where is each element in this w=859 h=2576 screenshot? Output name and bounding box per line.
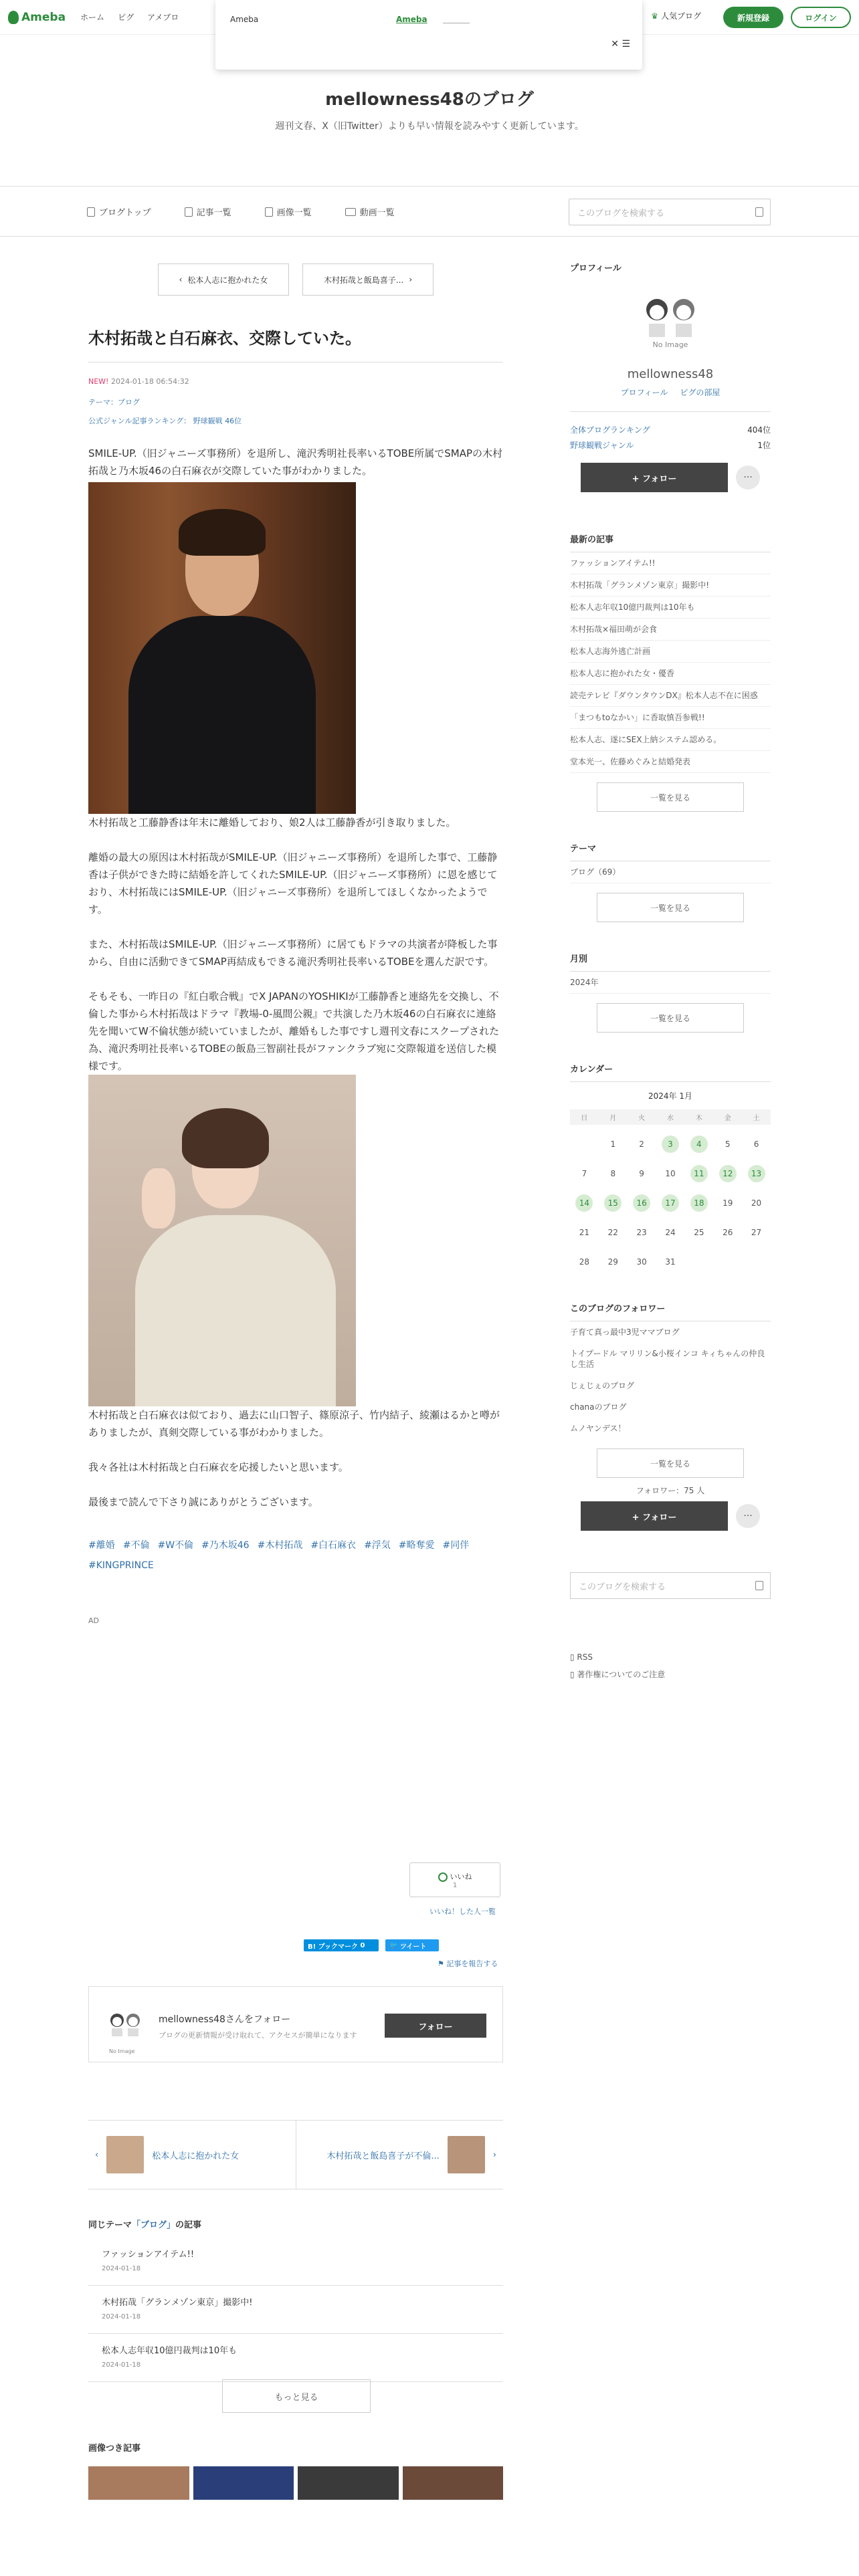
same-theme-list <box>88 2238 503 2382</box>
paragraph: 木村拓哉と工藤静香は年末に離婚しており、娘2人は工藤静香が引き取りました。 <box>88 817 456 829</box>
paragraph: 離婚の最大の原因は木村拓哉がSMILE-UP.（旧ジャニーズ事務所）を退所した事で、工藤静香は子供ができた時に結婚を許してくれたSMILE-UP.（旧ジャニーズ事務所）に恩を感じており、木村拓哉にはSMILE-UP.（旧ジャニーズ事務所）を退所してほしくなかったようです。 <box>88 851 498 916</box>
weekday: 土 <box>742 1109 771 1125</box>
calendar-day-number: 13 <box>748 1165 765 1182</box>
recent-item[interactable]: 木村拓哉×福田萌が会食 <box>570 619 771 641</box>
like-label: いいね <box>450 1872 472 1881</box>
twitter-icon: 🐦 <box>389 1941 398 1949</box>
list-item-title: ファッションアイテム!! <box>102 2250 195 2260</box>
overall-rank-link[interactable]: 全体ブログランキング <box>570 425 650 435</box>
weekday: 日 <box>570 1109 599 1125</box>
calendar-day-number: 3 <box>662 1136 679 1153</box>
new-badge: NEW! <box>88 377 109 386</box>
top-nav-ameblo[interactable]: アメブロ <box>147 13 179 22</box>
calendar-day-number: 25 <box>694 1228 704 1237</box>
list-item-title: 木村拓哉「グランメゾン東京」撮影中! <box>102 2298 253 2308</box>
calendar-day-number: 11 <box>690 1165 708 1182</box>
calendar-day <box>656 1164 685 1184</box>
like-button[interactable] <box>409 1862 500 1897</box>
follower-item[interactable]: トイプードル マリリン&小桜インコ キィちゃんの仲良し生活 <box>570 1349 765 1369</box>
calendar-day <box>684 1222 713 1243</box>
sidebar-follow-button[interactable]: + フォロー <box>581 463 728 492</box>
nav-image-list[interactable] <box>265 205 312 218</box>
noimage-label: No Image <box>652 340 688 349</box>
blog-navbar <box>0 186 859 237</box>
next-article-bottom[interactable] <box>296 2121 504 2189</box>
hashtag[interactable]: #離婚 <box>88 1540 115 1551</box>
image-article-thumb[interactable] <box>88 2466 189 2500</box>
calendar-day[interactable] <box>684 1164 713 1184</box>
paragraph: 木村拓哉と白石麻衣は似ており、過去に山口智子、篠原涼子、竹内結子、綾瀬はるかと噂がありましたが、真剣交際している事がわかりました。 <box>88 1409 500 1438</box>
calendar-grid <box>570 1109 771 1272</box>
calendar-day <box>599 1134 628 1154</box>
image-article-thumb[interactable] <box>403 2466 504 2500</box>
logo-text: Ameba <box>21 10 66 24</box>
recent-item[interactable]: 堂本光一、佐藤めぐみと結婚発表 <box>570 751 771 773</box>
chevron-right-icon: › <box>492 2149 496 2160</box>
login-button[interactable]: ログイン <box>791 7 851 28</box>
ameba-logo[interactable] <box>8 11 66 24</box>
image-article-thumb[interactable] <box>193 2466 294 2500</box>
calendar-day <box>570 1252 599 1272</box>
hashtag[interactable]: #乃木坂46 <box>201 1540 250 1551</box>
popular-blog-link[interactable] <box>651 10 701 21</box>
calendar-day-number: 20 <box>751 1198 762 1208</box>
ameba-popup <box>215 0 642 70</box>
top-nav-home[interactable]: ホーム <box>80 13 105 22</box>
weekday: 月 <box>599 1109 628 1125</box>
recent-item[interactable]: 木村拓哉「グランメゾン東京」撮影中! <box>570 574 771 597</box>
calendar-empty <box>570 1134 599 1154</box>
hatena-bookmark-button[interactable] <box>304 1939 379 1951</box>
calendar-day-number: 18 <box>690 1194 708 1212</box>
calendar-day-number: 9 <box>639 1169 644 1178</box>
recent-more-button[interactable]: 一覧を見る <box>597 782 744 812</box>
recent-item[interactable]: 「まつもtoなかい」に香取慎吾参戦!! <box>570 707 771 729</box>
calendar-day[interactable] <box>684 1193 713 1213</box>
hashtag[interactable]: #同伴 <box>442 1540 470 1551</box>
list-item[interactable] <box>88 2238 503 2286</box>
calendar-day-number: 28 <box>579 1257 590 1267</box>
calendar-day-number <box>575 1136 593 1153</box>
follower-item[interactable]: ムノヤンデス！ <box>570 1424 626 1433</box>
calendar-day-number: 6 <box>753 1140 759 1149</box>
search-placeholder: このブログを検索する <box>577 208 665 219</box>
profile-link[interactable]: プロフィール <box>620 388 668 397</box>
ranking-block <box>570 411 771 451</box>
calendar-day-number: 24 <box>665 1228 676 1237</box>
theme-more-button[interactable]: 一覧を見る <box>597 893 744 922</box>
hashtag[interactable]: #白石麻衣 <box>310 1540 357 1551</box>
profile-heading: プロフィール <box>570 263 622 274</box>
register-button[interactable]: 新規登録 <box>723 7 783 28</box>
month-list <box>570 972 771 994</box>
article-footer <box>88 254 503 2528</box>
blog-subtitle: 週刊文春、X（旧Twitter）よりも早い情報を読みやすく更新しています。 <box>275 121 584 132</box>
more-button[interactable]: もっと見る <box>222 2379 371 2413</box>
like-icon <box>438 1872 448 1882</box>
profile-avatar[interactable] <box>637 287 704 354</box>
weekday: 木 <box>684 1109 713 1125</box>
list-icon <box>185 207 193 217</box>
calendar-day <box>628 1222 656 1243</box>
next-article-top-label: 木村拓哉と飯島喜子... <box>323 275 404 285</box>
calendar-day <box>656 1252 685 1272</box>
recent-item[interactable]: 松本人志、遂にSEX上納システム認める。 <box>570 729 771 751</box>
calendar <box>570 1090 771 1272</box>
nav-video-list[interactable] <box>345 205 395 218</box>
calendar-day-number: 2 <box>639 1140 644 1149</box>
calendar-day-number: 15 <box>604 1194 622 1212</box>
recent-list <box>570 552 771 773</box>
calendar-day[interactable] <box>742 1164 771 1184</box>
month-heading: 月別 <box>570 952 771 972</box>
calendar-day[interactable] <box>656 1193 685 1213</box>
rss-link[interactable] <box>570 1652 771 1662</box>
followers-heading: このブログのフォロワー <box>570 1301 771 1321</box>
calendar-day-number: 22 <box>607 1228 618 1237</box>
paragraph: また、木村拓哉はSMILE-UP.（旧ジャニーズ事務所）に居てもドラマの共演者が降板した事から、自由に活動できてSMAP再結成もできる滝沢秀明社長率いるTOBEを選んだ訳です。 <box>88 938 498 968</box>
same-theme-name[interactable]: 「ブログ」 <box>132 2220 176 2230</box>
calendar-day <box>713 1134 742 1154</box>
video-icon <box>345 208 356 216</box>
nav-image-list-label: 画像一覧 <box>276 208 312 218</box>
calendar-day-number: 12 <box>719 1165 737 1182</box>
month-more-button[interactable]: 一覧を見る <box>597 1003 744 1033</box>
ameba-logo-icon <box>8 11 19 24</box>
calendar-day[interactable] <box>599 1193 628 1213</box>
calendar-day <box>599 1164 628 1184</box>
recent-item[interactable]: 松本人志に抱かれた女・優香 <box>570 663 771 685</box>
theme-item[interactable]: ブログ（69） <box>570 861 771 883</box>
rss-label: RSS <box>577 1652 593 1662</box>
calendar-day-number: 29 <box>607 1257 618 1267</box>
hashtag[interactable]: #浮気 <box>364 1540 391 1551</box>
calendar-day[interactable] <box>628 1193 656 1213</box>
followers-more-button[interactable]: 一覧を見る <box>597 1448 744 1478</box>
ranking-label: 公式ジャンル記事ランキング： <box>88 417 191 425</box>
nav-video-list-label: 動画一覧 <box>359 208 395 218</box>
image-articles-heading: 画像つき記事 <box>88 2444 141 2454</box>
calendar-day <box>628 1252 656 1272</box>
recent-item[interactable]: 読売テレビ『ダウンタウンDX』松本人志不在に困惑 <box>570 685 771 707</box>
calendar-day-number: 8 <box>610 1169 616 1178</box>
next-thumbnail <box>448 2136 485 2173</box>
sidebar <box>570 254 771 1680</box>
calendar-day <box>713 1193 742 1213</box>
calendar-day-number: 16 <box>633 1194 650 1212</box>
chevron-left-icon: ‹ <box>179 275 183 284</box>
weekday: 金 <box>713 1109 742 1125</box>
paragraph: 最後まで読んで下さり誠にありがとうございます。 <box>88 1496 318 1508</box>
weekday: 火 <box>628 1109 656 1125</box>
calendar-day-number: 10 <box>665 1169 676 1178</box>
hashtag[interactable]: #不倫 <box>122 1540 150 1551</box>
list-item[interactable] <box>88 2286 503 2334</box>
blog-search-input[interactable] <box>569 199 771 225</box>
prev-article-bottom-label: 松本人志に抱かれた女 <box>152 2151 240 2161</box>
hashtag[interactable]: #W不倫 <box>157 1540 194 1551</box>
calendar-day[interactable] <box>656 1134 685 1154</box>
calendar-day-number: 5 <box>725 1140 731 1149</box>
popup-link[interactable]: Ameba <box>396 15 427 24</box>
chevron-left-icon: ‹ <box>95 2149 99 2160</box>
calendar-day <box>628 1164 656 1184</box>
theme-list <box>570 861 771 883</box>
popup-label: Ameba <box>230 15 259 24</box>
prev-article-bottom[interactable] <box>88 2121 296 2189</box>
ranking-pos: 46位 <box>225 417 242 425</box>
nav-blog-top[interactable] <box>87 205 151 218</box>
hatena-count: 0 <box>360 1941 365 1949</box>
hashtag[interactable]: #KINGPRINCE <box>88 1560 154 1571</box>
calendar-day <box>713 1222 742 1243</box>
info-icon: ▯ <box>570 1670 577 1679</box>
paragraph: 我々各社は木村拓哉と白石麻衣を応援したいと思います。 <box>88 1461 349 1473</box>
follower-item[interactable]: 子育て真っ最中3児ママブログ <box>570 1327 680 1337</box>
month-item[interactable]: 2024年 <box>570 972 771 994</box>
recent-heading: 最新の記事 <box>570 532 771 552</box>
same-theme-heading <box>88 2218 201 2230</box>
calendar-day-number: 4 <box>690 1136 708 1153</box>
calendar-day-number: 17 <box>662 1194 679 1212</box>
search-icon[interactable] <box>755 1581 763 1590</box>
follow-card-desc: ブログの更新情報が受け取れて、アクセスが簡単になります <box>159 2031 357 2040</box>
calendar-day-number: 19 <box>723 1198 733 1208</box>
nav-article-list-label: 記事一覧 <box>196 208 231 218</box>
rss-icon: ▯ <box>570 1652 577 1662</box>
nav-blog-top-label: ブログトップ <box>99 208 151 218</box>
list-item[interactable] <box>88 2334 503 2382</box>
tweet-button[interactable] <box>385 1939 439 1951</box>
image-article-thumb[interactable] <box>298 2466 399 2500</box>
sidebar-follow-button-2[interactable]: + フォロー <box>581 1501 728 1531</box>
calendar-day-number: 27 <box>751 1228 762 1237</box>
calendar-day-number: 30 <box>636 1257 647 1267</box>
popular-blog-label: 人気ブログ <box>660 11 701 21</box>
calendar-day <box>599 1222 628 1243</box>
same-theme-pre: 同じテーマ <box>88 2220 132 2230</box>
paragraph: SMILE-UP.（旧ジャニーズ事務所）を退所し、滝沢秀明社長率いるTOBE所属でSMAPの木村拓哉と乃木坂46の白石麻衣が交際していた事がわかりました。 <box>88 447 503 477</box>
calendar-day-number: 1 <box>610 1140 616 1149</box>
follow-row <box>581 463 771 492</box>
calendar-day-number: 7 <box>581 1169 587 1178</box>
calendar-day <box>742 1222 771 1243</box>
follow-row-2 <box>581 1501 771 1531</box>
search-icon[interactable] <box>755 207 763 217</box>
avatar <box>105 2006 145 2046</box>
calendar-day-number: 14 <box>575 1194 593 1212</box>
follower-item[interactable]: じぇじぇのブログ <box>570 1381 635 1390</box>
profile-links <box>570 387 771 398</box>
genre-rank-link[interactable]: 野球観戦ジャンル <box>570 441 634 450</box>
crown-icon: ♛ <box>651 11 658 21</box>
article-title[interactable]: 木村拓哉と白石麻衣、交際していた。 <box>88 329 361 348</box>
more-options-icon[interactable]: ··· <box>736 1504 760 1528</box>
calendar-day[interactable] <box>570 1193 599 1213</box>
follow-card-name: mellowness48さんをフォロー <box>159 2014 291 2025</box>
next-article-bottom-label: 木村拓哉と飯島喜子が不倫... <box>326 2151 440 2161</box>
share-buttons <box>304 1939 439 1951</box>
genre-rank-value: 1位 <box>757 441 771 450</box>
calendar-day <box>570 1164 599 1184</box>
followers-list <box>570 1321 771 1439</box>
calendar-heading: カレンダー <box>570 1062 771 1082</box>
sidebar-search-input[interactable] <box>570 1572 771 1599</box>
recent-item[interactable]: ファッションアイテム!! <box>570 552 771 574</box>
report-label: 記事を報告する <box>446 1959 498 1968</box>
calendar-day-number: 26 <box>723 1228 733 1237</box>
list-item-title: 松本人志年収10億円裁判は10年も <box>102 2346 237 2356</box>
calendar-day-number: 31 <box>665 1257 676 1267</box>
like-count: 1 <box>452 1881 458 1889</box>
image-articles-row <box>88 2466 503 2500</box>
top-nav-pigg[interactable]: ピグ <box>118 13 134 22</box>
calendar-day <box>742 1193 771 1213</box>
chevron-right-icon: › <box>409 275 413 284</box>
hashtag[interactable]: #略奪愛 <box>398 1540 435 1551</box>
article-theme[interactable]: テーマ：ブログ <box>88 398 140 407</box>
calendar-day-number: 23 <box>636 1228 647 1237</box>
article-date: 2024-01-18 06:54:32 <box>110 377 189 386</box>
recent-item[interactable]: 松本人志年収10億円裁判は10年も <box>570 597 771 619</box>
copyright-label: 著作権についてのご注意 <box>577 1670 666 1679</box>
like-list-link[interactable]: いいね！した人一覧 <box>430 1907 496 1916</box>
bottom-pager <box>88 2120 503 2189</box>
overall-rank-value: 404位 <box>747 425 771 435</box>
more-options-icon[interactable]: ··· <box>736 465 760 490</box>
calendar-title: 2024年 1月 <box>648 1091 692 1101</box>
nav-article-list[interactable] <box>185 205 231 218</box>
hatena-label: B! ブックマーク <box>308 1943 358 1951</box>
blog-title[interactable]: mellowness48のブログ <box>325 90 534 110</box>
calendar-day <box>656 1222 685 1243</box>
paragraph: そもそも、一昨日の『紅白歌合戦』でX JAPANのYOSHIKIが工藤静香と連絡先を交換し、不倫した事から木村拓哉はドラマ『教場-0-風間公親』で共演した乃木坂46の白石麻衣に連絡先を聞いてW不倫状態が続いていましたが、離婚もした事ですし週刊文春にスクープされた為、滝沢秀明社長率いるTOBEの飯島三智副社長がファンクラブ宛に交際報道を送信した模様です。 <box>88 990 500 1072</box>
calendar-day <box>742 1134 771 1154</box>
follow-card <box>88 1986 503 2062</box>
list-item-date: 2024-01-18 <box>102 2265 141 2272</box>
calendar-day[interactable] <box>684 1134 713 1154</box>
ad-label: AD <box>88 1616 99 1625</box>
room-link[interactable]: ピグの部屋 <box>680 388 721 397</box>
close-icon[interactable]: ✕ ☰ <box>611 39 630 49</box>
same-theme-post: の記事 <box>175 2220 202 2230</box>
document-icon <box>87 207 95 217</box>
weekday: 水 <box>656 1109 685 1125</box>
list-item-date: 2024-01-18 <box>102 2361 141 2369</box>
prev-article-top-label: 松本人志に抱かれた女 <box>187 275 268 285</box>
image-icon <box>265 207 273 217</box>
recent-item[interactable]: 松本人志海外逃亡計画 <box>570 641 771 663</box>
calendar-day-number: 21 <box>579 1228 590 1237</box>
prev-thumbnail <box>106 2136 144 2173</box>
report-link[interactable] <box>438 1958 498 1969</box>
calendar-day <box>628 1134 656 1154</box>
calendar-day[interactable] <box>713 1164 742 1184</box>
noimage-label: No Image <box>109 2048 135 2054</box>
flag-icon: ⚑ <box>438 1959 447 1968</box>
ranking-genre: 野球観戦 <box>193 417 223 425</box>
tweet-label: ツイート <box>399 1943 427 1951</box>
top-nav <box>80 11 179 23</box>
calendar-day <box>599 1252 628 1272</box>
profile-name[interactable]: mellowness48 <box>627 367 714 381</box>
sidebar-search-placeholder: このブログを検索する <box>579 1582 666 1592</box>
follower-count: フォロワー：75 人 <box>636 1486 705 1495</box>
copyright-link[interactable] <box>570 1669 771 1680</box>
follower-item[interactable]: chanaのブログ <box>570 1402 627 1412</box>
theme-heading: テーマ <box>570 841 771 861</box>
calendar-day <box>570 1222 599 1243</box>
list-item-date: 2024-01-18 <box>102 2313 141 2321</box>
follow-button[interactable]: フォロー <box>385 2014 486 2038</box>
hashtag[interactable]: #木村拓哉 <box>257 1540 303 1551</box>
